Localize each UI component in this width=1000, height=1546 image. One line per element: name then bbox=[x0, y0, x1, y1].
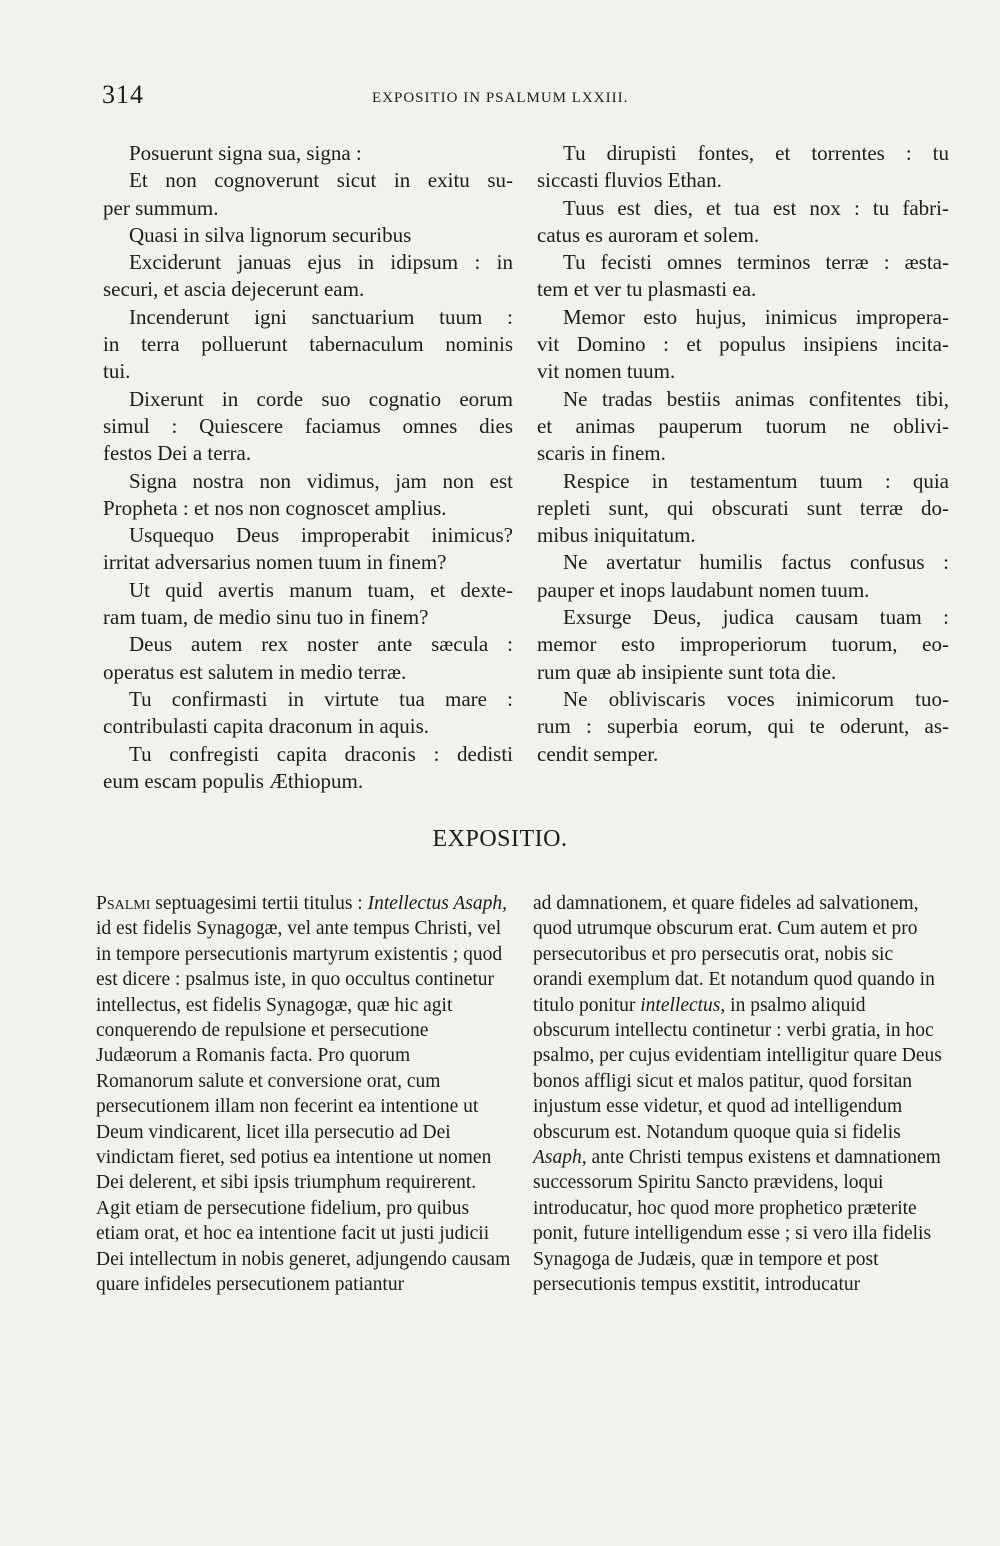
psalm-verse bbox=[537, 195, 949, 250]
psalm-verse bbox=[103, 468, 513, 523]
verse-line: per summum. bbox=[103, 195, 219, 220]
italic-run: Intellectus Asaph, bbox=[367, 893, 507, 914]
verse-line: Ne tradas bestiis animas confitentes tibi, bbox=[563, 386, 949, 411]
verse-line: Usquequo Deus improperabit inimicus? bbox=[129, 523, 513, 548]
verse-line: in terra polluerunt tabernaculum nominis bbox=[103, 332, 513, 357]
verse-line: repleti sunt, qui obscurati sunt terræ do- bbox=[537, 495, 949, 520]
verse-line: Propheta : et nos non cognoscet amplius. bbox=[103, 495, 447, 520]
verse-line: scaris in finem. bbox=[537, 441, 666, 466]
section-heading: EXPOSITIO. bbox=[432, 826, 568, 852]
italic-run: intellectus, bbox=[640, 994, 726, 1016]
verse-line: Dixerunt in corde suo cognatio eorum bbox=[129, 386, 513, 411]
verse-line: Memor esto hujus, inimicus impropera- bbox=[563, 304, 949, 329]
psalm-verse bbox=[103, 522, 513, 577]
verse-line: tem et ver tu plasmasti ea. bbox=[537, 277, 757, 302]
verse-line: Quasi in silva lignorum securibus bbox=[129, 222, 412, 247]
psalm-verse bbox=[103, 222, 513, 249]
text-run: id est fidelis Synagogæ, vel ante tempus Christi, vel in tempore persecutionis martyrum existentis ; quod est dicere : psalmus iste, in quo occultus continetur intellectus, est fidelis Synagogæ, quæ hic agit conquerendo de repulsione et persecutione Judæorum a Romanis facta. Pro quorum Romanorum salute et conversione orat, cum persecutionem illam non fecerint ea intentione ut Deum vindicarent, licet illa persecutio ad Dei vindictam fieret, sed potius ea intentione ut nomen Dei delerent, et sibi ipsis triumphum requirerent. Agit etiam de persecutione fidelium, pro quibus etiam orat, et hoc ea intentione facit ut justi judicii Dei intellectum in nobis generet, adjungendo causam quare infideles persecutionem patiantur bbox=[96, 918, 511, 1296]
psalm-verse bbox=[103, 741, 513, 796]
verse-line: rum quæ ab insipiente sunt tota die. bbox=[537, 659, 837, 684]
verse-line: simul : Quiescere faciamus omnes dies bbox=[103, 413, 513, 438]
verse-line: Incenderunt igni sanctuarium tuum : bbox=[129, 304, 513, 329]
verse-line: Tu fecisti omnes terminos terræ : æsta- bbox=[563, 250, 949, 275]
psalm-verses-left-column bbox=[103, 140, 513, 795]
exposition-left-column bbox=[96, 891, 511, 1298]
verse-line: Et non cognoverunt sicut in exitu su- bbox=[129, 168, 513, 193]
page-header bbox=[0, 80, 1000, 110]
verse-line: pauper et inops laudabunt nomen tuum. bbox=[537, 577, 870, 602]
verse-line: cendit semper. bbox=[537, 741, 659, 766]
text-run: ad damnationem, et quare fideles ad salvationem, quod utrumque obscurum erat. Cum autem et pro persecutoribus et pro persecutis orat, nobis sic orandi exemplum dat. Et notandum quod quando in titulo ponitur bbox=[533, 893, 935, 1016]
verse-line: rum : superbia eorum, qui te oderunt, as- bbox=[537, 714, 949, 739]
psalm-verse bbox=[537, 140, 949, 195]
verse-line: Posuerunt signa sua, signa : bbox=[129, 141, 362, 165]
psalm-verses-right-column bbox=[537, 140, 949, 768]
verse-line: Ne obliviscaris voces inimicorum tuo- bbox=[563, 686, 949, 711]
verse-line: festos Dei a terra. bbox=[103, 441, 252, 466]
text-run: septuagesimi tertii titulus : bbox=[150, 893, 368, 914]
verse-line: Ut quid avertis manum tuam, et dexte- bbox=[129, 577, 513, 602]
verse-line: Deus autem rex noster ante sæcula : bbox=[129, 632, 513, 657]
psalm-verse bbox=[103, 249, 513, 304]
psalm-verse bbox=[537, 549, 949, 604]
verse-line: contribulasti capita draconum in aquis. bbox=[103, 714, 429, 739]
psalm-verse bbox=[103, 304, 513, 386]
verse-line: Tu confregisti capita draconis : dedisti bbox=[129, 741, 513, 766]
psalm-verse bbox=[103, 577, 513, 632]
verse-line: ram tuam, de medio sinu tuo in finem? bbox=[103, 605, 429, 630]
verse-line: vit Domino : et populus insipiens incita- bbox=[537, 332, 949, 357]
psalm-verse bbox=[103, 631, 513, 686]
exposition-paragraph-left bbox=[96, 891, 511, 1298]
verse-line: Tu dirupisti fontes, et torrentes : tu bbox=[563, 141, 949, 165]
verse-line: Tuus est dies, et tua est nox : tu fabri- bbox=[563, 195, 949, 220]
italic-run: Asaph, bbox=[533, 1147, 587, 1169]
verse-line: mibus iniquitatum. bbox=[537, 523, 696, 548]
exposition-paragraph-right bbox=[533, 891, 945, 1298]
lead-word: Psalmi bbox=[96, 893, 151, 914]
psalm-verse bbox=[537, 604, 949, 686]
running-title: EXPOSITIO IN PSALMUM LXXIII. bbox=[372, 90, 629, 106]
verse-line: Tu confirmasti in virtute tua mare : bbox=[129, 686, 513, 711]
verse-line: tui. bbox=[103, 359, 131, 384]
text-run: ante Christi tempus existens et damnationem successorum Spiritu Sancto prævidens, loqui introducatur, hoc quod more prophetico præterite ponit, future intelligendum esse ; si vero illa fidelis Synagoga de Judæis, quæ in tempore et post persecutionis tempus exstitit, introducatur bbox=[533, 1147, 941, 1296]
verse-line: Exciderunt januas ejus in idipsum : in bbox=[129, 250, 513, 275]
verse-line: siccasti fluvios Ethan. bbox=[537, 168, 722, 193]
psalm-verse bbox=[103, 167, 513, 222]
verse-line: vit nomen tuum. bbox=[537, 359, 676, 384]
psalm-verse bbox=[537, 468, 949, 550]
verse-line: et animas pauperum tuorum ne oblivi- bbox=[537, 413, 949, 438]
verse-line: irritat adversarius nomen tuum in finem? bbox=[103, 550, 447, 575]
text-run: in psalmo aliquid obscurum intellectu continetur : verbi gratia, in hoc psalmo, per cujus evidentiam intelligitur quare Deus bonos affligi sicut et malos patitur, quod forsitan injustum esse videtur, et quod ad intelligendum obscurum est. Notandum quoque quia si fidelis bbox=[533, 994, 942, 1143]
verse-line: Signa nostra non vidimus, jam non est bbox=[129, 468, 513, 493]
psalm-verse bbox=[103, 386, 513, 468]
verse-line: Respice in testamentum tuum : quia bbox=[563, 468, 949, 493]
psalm-verse bbox=[537, 686, 949, 768]
verse-line: eum escam populis Æthiopum. bbox=[103, 768, 364, 793]
psalm-verse bbox=[537, 386, 949, 468]
psalm-verse bbox=[103, 140, 513, 167]
page-number: 314 bbox=[102, 80, 144, 109]
verse-line: operatus est salutem in medio terræ. bbox=[103, 659, 407, 684]
verse-line: Exsurge Deus, judica causam tuam : bbox=[563, 605, 949, 630]
verse-line: memor esto improperiorum tuorum, eo- bbox=[537, 632, 949, 657]
psalm-verse bbox=[537, 304, 949, 386]
verse-line: securi, et ascia dejecerunt eam. bbox=[103, 277, 365, 302]
psalm-verse bbox=[103, 686, 513, 741]
psalm-verse bbox=[537, 249, 949, 304]
verse-line: Ne avertatur humilis factus confusus : bbox=[563, 550, 949, 575]
verse-line: catus es auroram et solem. bbox=[537, 222, 760, 247]
exposition-right-column bbox=[533, 891, 945, 1298]
